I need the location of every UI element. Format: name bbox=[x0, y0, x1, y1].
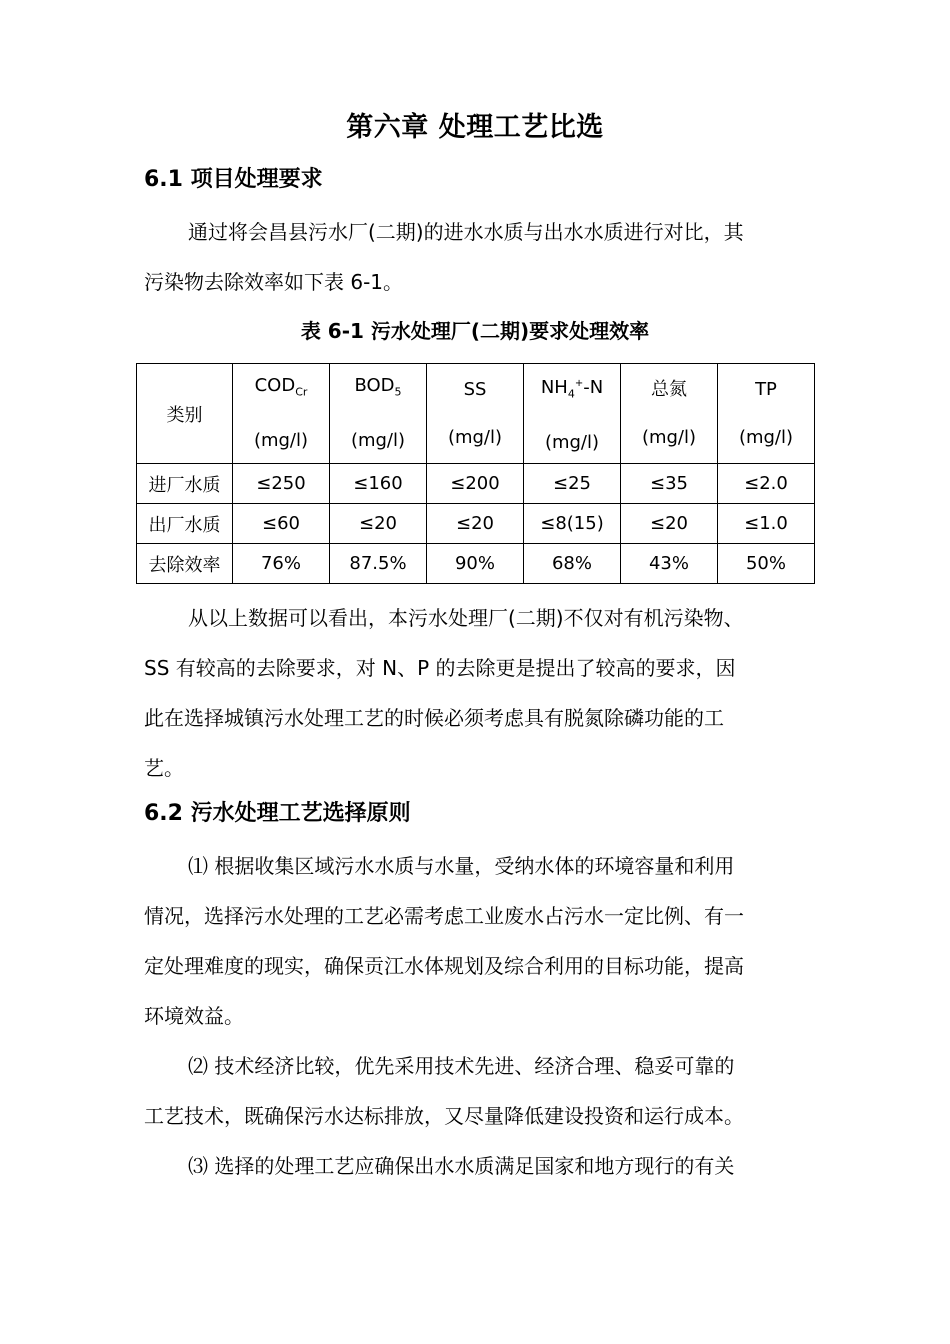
row-label: 去除效率 bbox=[137, 544, 233, 584]
row-label: 进厂水质 bbox=[137, 464, 233, 504]
analysis-paragraph bbox=[144, 593, 808, 793]
table-cell: 43% bbox=[621, 544, 718, 584]
paragraph-line: 工艺技术，既确保污水达标排放，又尽量降低建设投资和运行成本。 bbox=[144, 1104, 744, 1128]
column-header-cod: $COD_{Cr}$ (mg/l) bbox=[233, 364, 330, 464]
table-row bbox=[137, 504, 815, 544]
section-heading-6-2: 6.2 污水处理工艺选择原则 bbox=[144, 801, 411, 826]
paragraph-line: 环境效益。 bbox=[144, 1004, 244, 1028]
table-row bbox=[137, 464, 815, 504]
table-caption: 表 6-1 污水处理厂(二期)要求处理效率 bbox=[300, 319, 650, 343]
table-cell: 50% bbox=[718, 544, 815, 584]
paragraph-line: ⑴ 根据收集区域污水水质与水量，受纳水体的环境容量和利用 bbox=[188, 854, 735, 878]
column-header-total-nitrogen: 总氮 (mg/l) bbox=[621, 364, 718, 464]
paragraph-line: SS 有较高的去除要求，对 N、P 的去除更是提出了较高的要求，因 bbox=[144, 656, 736, 680]
column-header-tp: TP (mg/l) bbox=[718, 364, 815, 464]
efficiency-table bbox=[136, 363, 815, 584]
table-cell: ≤35 bbox=[621, 464, 718, 504]
table-cell: ≤25 bbox=[524, 464, 621, 504]
paragraph-line: 定处理难度的现实，确保贡江水体规划及综合利用的目标功能，提高 bbox=[144, 954, 744, 978]
column-header-ss: SS (mg/l) bbox=[427, 364, 524, 464]
row-label: 出厂水质 bbox=[137, 504, 233, 544]
chapter-title: 第六章 处理工艺比选 bbox=[346, 112, 604, 143]
table-cell: ≤160 bbox=[330, 464, 427, 504]
table-cell: ≤60 bbox=[233, 504, 330, 544]
paragraph-line: 情况，选择污水处理的工艺必需考虑工业废水占污水一定比例、有一 bbox=[144, 904, 744, 928]
principle-2-paragraph bbox=[144, 1041, 808, 1141]
paragraph-line: 此在选择城镇污水处理工艺的时候必须考虑具有脱氮除磷功能的工 bbox=[144, 706, 724, 730]
paragraph-line: 从以上数据可以看出，本污水处理厂(二期)不仅对有机污染物、 bbox=[188, 606, 744, 630]
table-cell: ≤20 bbox=[330, 504, 427, 544]
table-row bbox=[137, 544, 815, 584]
table-cell: ≤1.0 bbox=[718, 504, 815, 544]
paragraph-line: ⑵ 技术经济比较，优先采用技术先进、经济合理、稳妥可靠的 bbox=[188, 1054, 735, 1078]
table-cell: ≤8(15) bbox=[524, 504, 621, 544]
table-cell: ≤20 bbox=[621, 504, 718, 544]
column-header-bod: $BOD_5$ (mg/l) bbox=[330, 364, 427, 464]
table-cell: 90% bbox=[427, 544, 524, 584]
paragraph-line: 污染物去除效率如下表 6-1。 bbox=[144, 270, 404, 294]
principle-1-paragraph bbox=[144, 841, 808, 1041]
principle-3-paragraph bbox=[144, 1141, 808, 1191]
table-cell: ≤20 bbox=[427, 504, 524, 544]
section-heading-6-1: 6.1 项目处理要求 bbox=[144, 167, 323, 192]
table-cell: ≤2.0 bbox=[718, 464, 815, 504]
paragraph-line: ⑶ 选择的处理工艺应确保出水水质满足国家和地方现行的有关 bbox=[188, 1154, 735, 1178]
table-cell: 87.5% bbox=[330, 544, 427, 584]
paragraph-line: 艺。 bbox=[144, 756, 184, 780]
table-header-row bbox=[137, 364, 815, 464]
intro-paragraph bbox=[144, 207, 808, 307]
table-cell: ≤200 bbox=[427, 464, 524, 504]
table-cell: 68% bbox=[524, 544, 621, 584]
table-cell: ≤250 bbox=[233, 464, 330, 504]
row-header-label: 类别 bbox=[137, 364, 233, 464]
column-header-nh4n: $NH_4^+-N$ (mg/l) bbox=[524, 364, 621, 464]
paragraph-line: 通过将会昌县污水厂(二期)的进水水质与出水水质进行对比，其 bbox=[188, 220, 744, 244]
table-cell: 76% bbox=[233, 544, 330, 584]
